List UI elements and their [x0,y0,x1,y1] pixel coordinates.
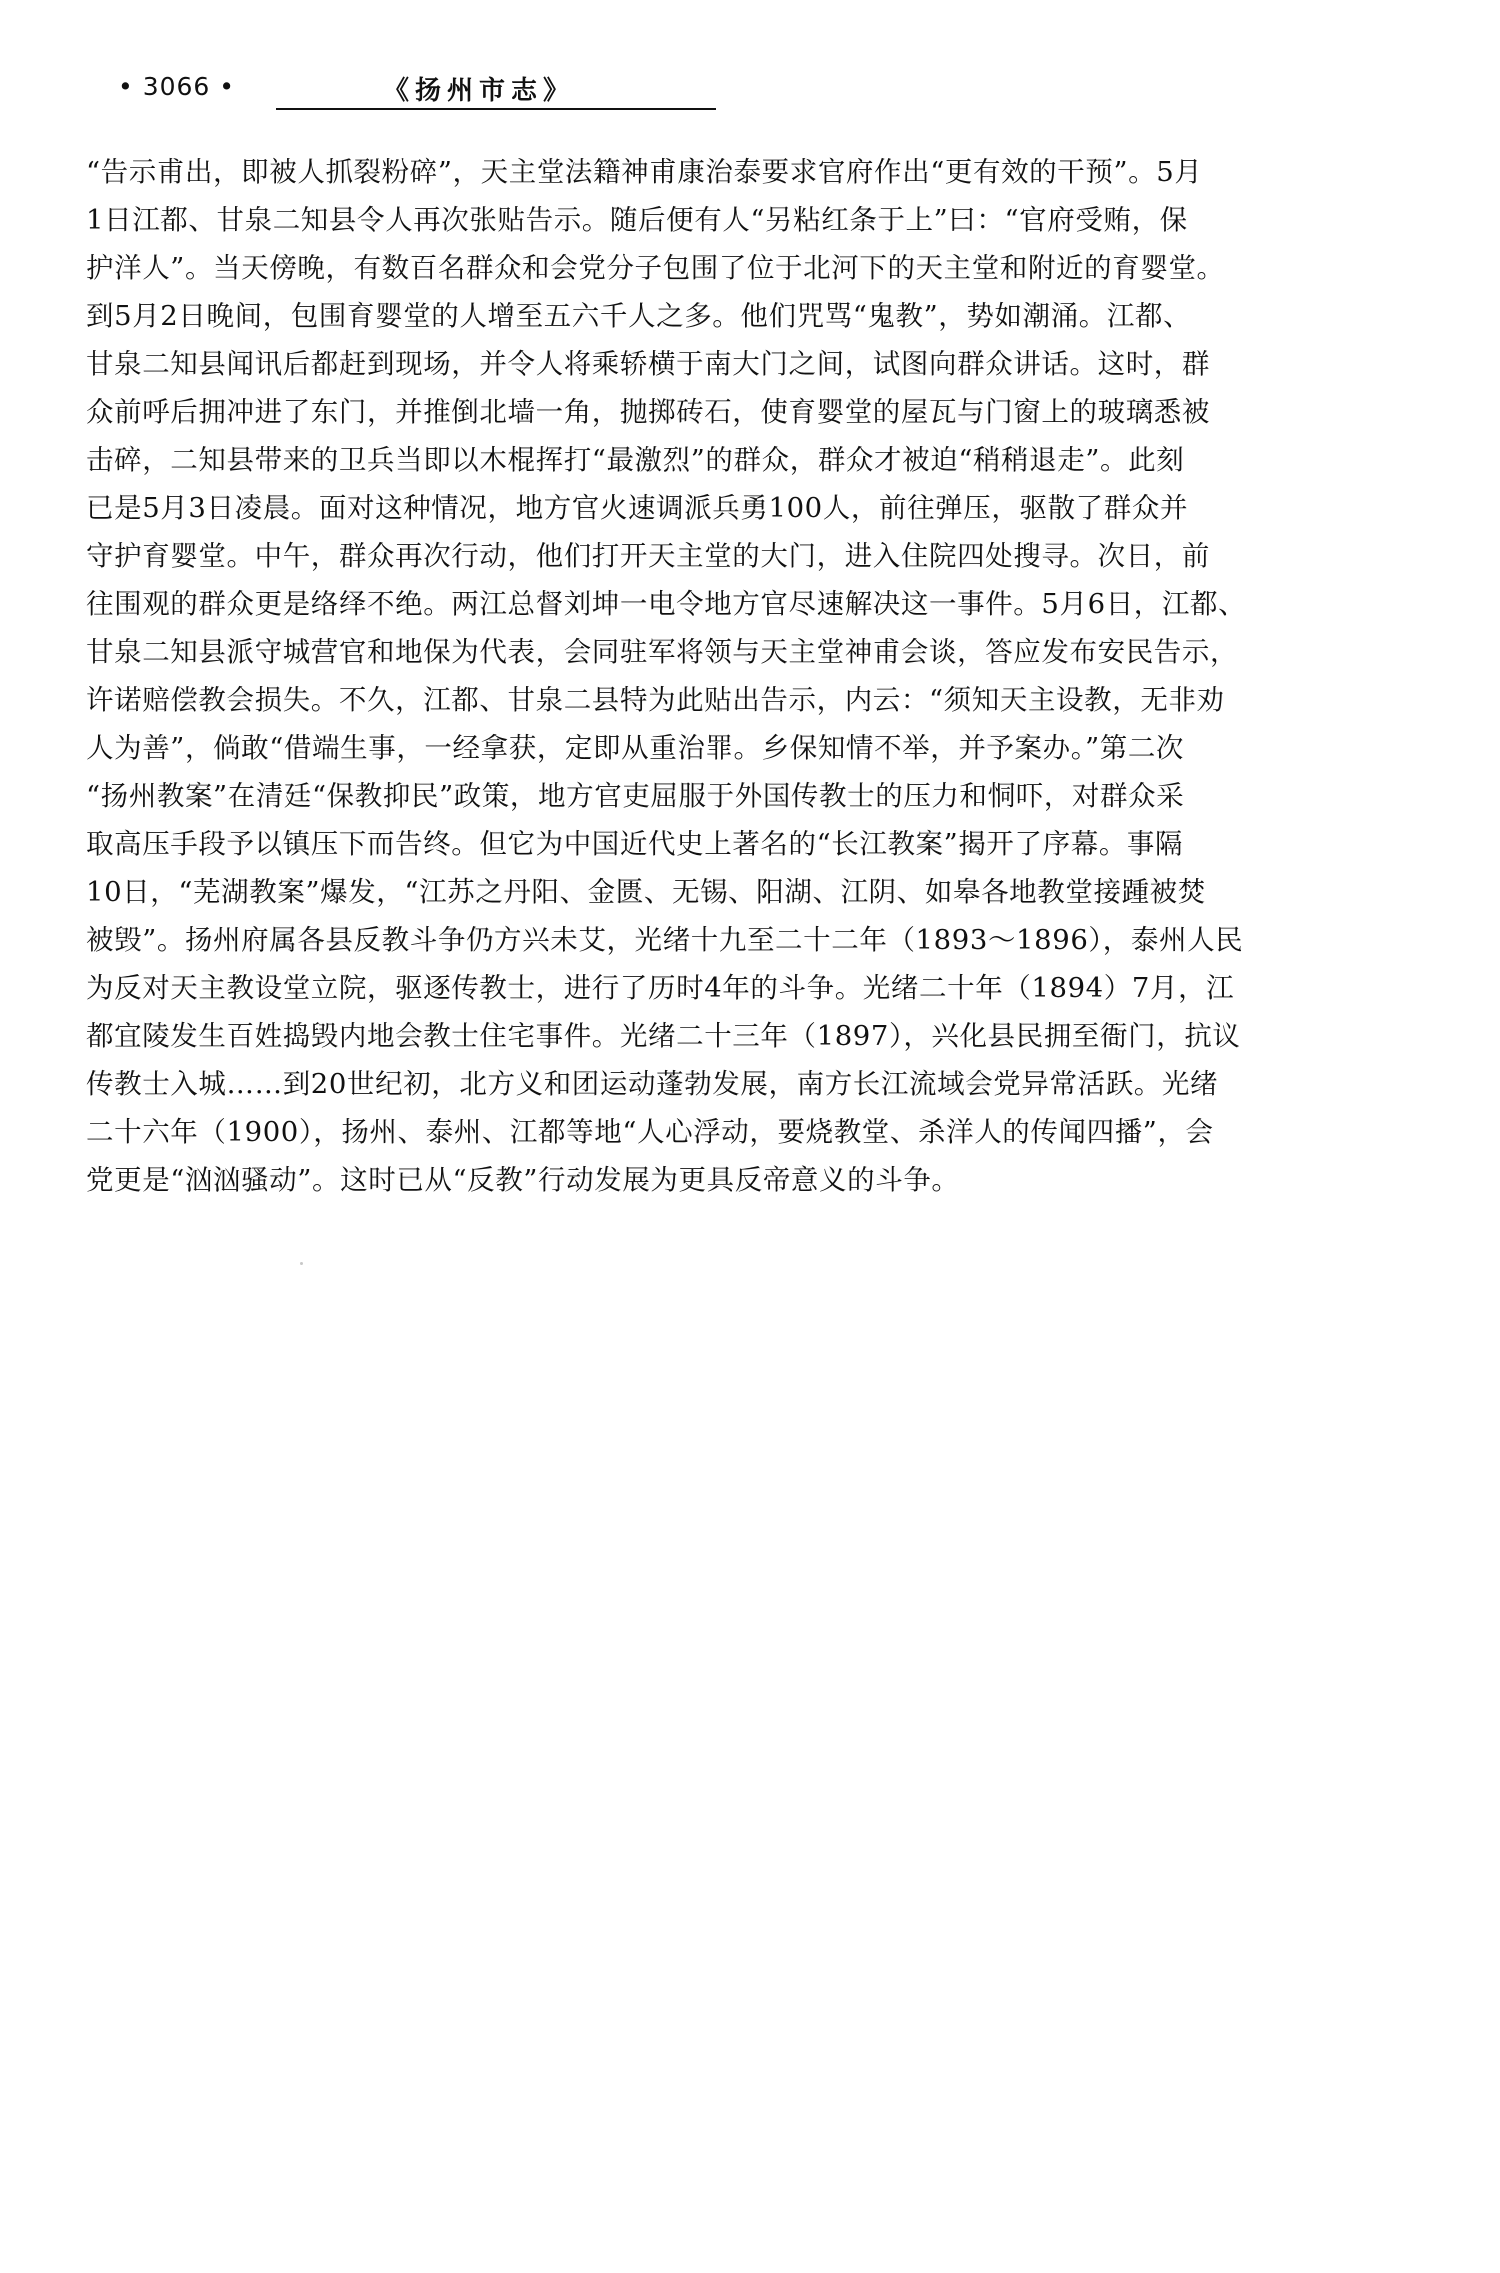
text-line: 到5月2日晚间，包围育婴堂的人增至五六千人之多。他们咒骂“鬼教”，势如潮涌。江都、 [86,300,1192,332]
text-line: 党更是“汹汹骚动”。这时已从“反教”行动发展为更具反帝意义的斗争。 [86,1164,960,1196]
text-line: 为反对天主教设堂立院，驱逐传教士，进行了历时4年的斗争。光绪二十年（1894）7月，江 [86,972,1235,1004]
header-rule [276,108,716,110]
text-line: 取高压手段予以镇压下而告终。但它为中国近代史上著名的“长江教案”揭开了序幕。事隔 [86,828,1184,860]
page-header [118,70,718,114]
text-line: 传教士入城……到20世纪初，北方义和团运动蓬勃发展，南方长江流域会党异常活跃。光绪 [86,1068,1219,1100]
text-line: 许诺赔偿教会损失。不久，江都、甘泉二县特为此贴出告示，内云：“须知天主设教，无非劝 [86,684,1225,716]
page-number: • 3066 • [118,72,236,101]
text-line: “告示甫出，即被人抓裂粉碎”，天主堂法籍神甫康治泰要求官府作出“更有效的干预”。5月 [86,156,1203,188]
body-text [86,148,1416,1204]
text-line: 1日江都、甘泉二知县令人再次张贴告示。随后便有人“另粘红条于上”曰：“官府受贿，保 [86,204,1188,236]
text-line: 守护育婴堂。中午，群众再次行动，他们打开天主堂的大门，进入住院四处搜寻。次日，前 [86,540,1210,572]
text-line: 往围观的群众更是络绎不绝。两江总督刘坤一电令地方官尽速解决这一事件。5月6日，江都、 [86,588,1247,620]
text-line: “扬州教案”在清廷“保教抑民”政策，地方官吏屈服于外国传教士的压力和恫吓，对群众采 [86,780,1185,812]
text-line: 二十六年（1900），扬州、泰州、江都等地“人心浮动，要烧教堂、杀洋人的传闻四播”，会 [86,1116,1214,1148]
text-line: 甘泉二知县派守城营官和地保为代表，会同驻军将领与天主堂神甫会谈，答应发布安民告示， [86,636,1239,668]
text-line: 护洋人”。当天傍晚，有数百名群众和会党分子包围了位于北河下的天主堂和附近的育婴堂。 [86,252,1225,284]
text-line: 都宜陵发生百姓捣毁内地会教士住宅事件。光绪二十三年（1897），兴化县民拥至衙门，抗议 [86,1020,1241,1052]
text-line: 10日，“芜湖教案”爆发，“江苏之丹阳、金匮、无锡、阳湖、江阴、如皋各地教堂接踵被焚 [86,876,1206,908]
text-line: 被毁”。扬州府属各县反教斗争仍方兴未艾，光绪十九至二十二年（1893～1896），泰州人民 [86,924,1244,956]
text-line: 人为善”，倘敢“借端生事，一经拿获，定即从重治罪。乡保知情不举，并予案办。”第二次 [86,732,1185,764]
book-title: 《扬州市志》 [383,76,576,106]
scan-speck [300,1262,303,1265]
text-line: 已是5月3日凌晨。面对这种情况，地方官火速调派兵勇100人，前往弹压，驱散了群众并 [86,492,1189,524]
text-line: 众前呼后拥冲进了东门，并推倒北墙一角，抛掷砖石，使育婴堂的屋瓦与门窗上的玻璃悉被 [86,396,1210,428]
text-line: 击碎，二知县带来的卫兵当即以木棍挥打“最激烈”的群众，群众才被迫“稍稍退走”。此刻 [86,444,1185,476]
text-line: 甘泉二知县闻讯后都赶到现场，并令人将乘轿横于南大门之间，试图向群众讲话。这时，群 [86,348,1210,380]
